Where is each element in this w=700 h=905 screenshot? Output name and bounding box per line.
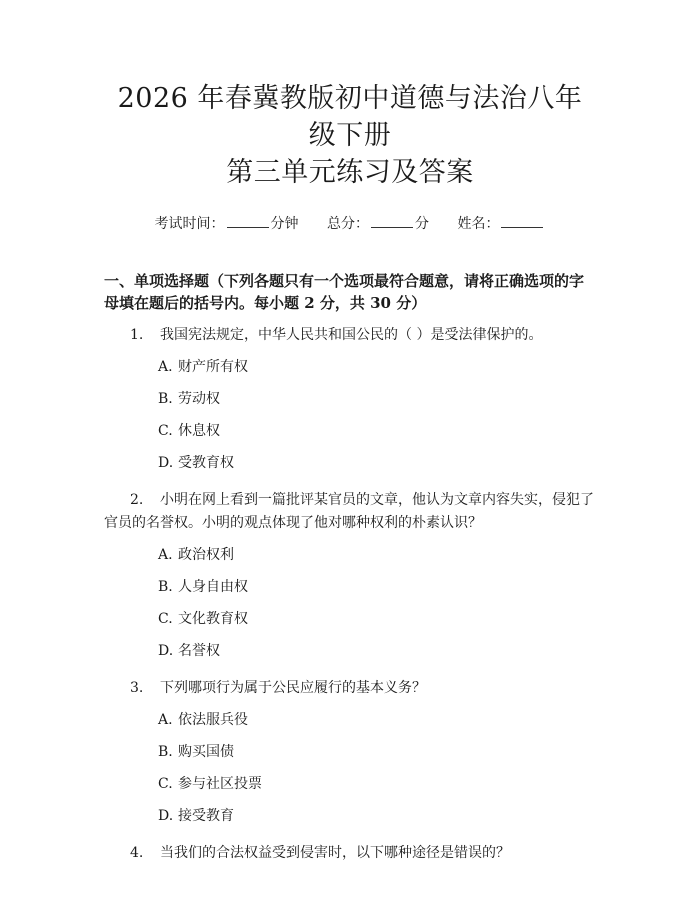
option-letter: D.	[158, 643, 174, 659]
question-2-option-b	[158, 576, 596, 599]
question-3	[104, 677, 596, 700]
option-text: 财产所有权	[178, 359, 248, 375]
option-text: 名誉权	[178, 643, 220, 659]
question-1-option-b	[158, 388, 596, 411]
exam-time-blank	[227, 213, 269, 228]
title-line-2: 第三单元练习及答案	[226, 157, 474, 188]
option-text: 劳动权	[178, 391, 220, 407]
question-number: 4.	[130, 845, 144, 861]
total-score-blank	[371, 213, 413, 228]
question-number: 3.	[130, 680, 144, 696]
question-1-option-d	[158, 452, 596, 475]
option-letter: C.	[158, 611, 173, 627]
option-letter: A.	[158, 712, 173, 728]
option-text: 文化教育权	[178, 611, 248, 627]
exam-info-line	[104, 213, 596, 234]
question-2-option-c	[158, 608, 596, 631]
question-4	[104, 842, 596, 865]
option-text: 参与社区投票	[178, 776, 262, 792]
question-text: 下列哪项行为属于公民应履行的基本义务？	[160, 680, 426, 696]
exam-time-field	[155, 213, 299, 234]
question-3-option-d	[158, 805, 596, 828]
question-text: 小明在网上看到一篇批评某官员的文章，他认为文章内容失实，侵犯了官员的名誉权。小明的观点体现了他对哪种权利的朴素认识？	[104, 492, 594, 531]
option-letter: C.	[158, 776, 173, 792]
question-text: 我国宪法规定，中华人民共和国公民的（ ）是受法律保护的。	[160, 327, 543, 343]
question-1-option-a	[158, 356, 596, 379]
option-letter: A.	[158, 547, 173, 563]
option-text: 政治权利	[178, 547, 234, 563]
option-letter: C.	[158, 423, 173, 439]
question-text: 当我们的合法权益受到侵害时，以下哪种途径是错误的？	[160, 845, 510, 861]
exam-time-unit: 分钟	[270, 216, 299, 232]
question-2	[104, 489, 596, 535]
option-text: 人身自由权	[178, 579, 248, 595]
total-score-label: 总分：	[327, 216, 369, 232]
question-1-option-c	[158, 420, 596, 443]
question-2-option-d	[158, 640, 596, 663]
student-name-label: 姓名：	[457, 216, 500, 232]
option-text: 购买国债	[178, 744, 234, 760]
option-text: 接受教育	[178, 808, 234, 824]
question-3-option-a	[158, 709, 596, 732]
option-letter: B.	[158, 391, 173, 407]
exam-time-label: 考试时间：	[154, 216, 225, 232]
section-1-heading: 一、单项选择题（下列各题只有一个选项最符合题意，请将正确选项的字母填在题后的括号内。每小题 2 分，共 30 分）	[104, 272, 585, 312]
total-score-unit: 分	[415, 216, 429, 232]
document-title	[104, 0, 596, 191]
question-1	[104, 324, 596, 347]
option-letter: D.	[158, 808, 174, 824]
question-number: 1.	[130, 327, 144, 343]
student-name-field	[457, 213, 545, 234]
option-letter: D.	[158, 455, 174, 471]
option-letter: B.	[158, 579, 173, 595]
option-letter: A.	[158, 359, 173, 375]
option-text: 受教育权	[178, 455, 234, 471]
total-score-field	[327, 213, 429, 234]
option-text: 休息权	[178, 423, 220, 439]
option-letter: B.	[158, 744, 173, 760]
question-3-option-c	[158, 773, 596, 796]
option-text: 依法服兵役	[178, 712, 248, 728]
question-2-option-a	[158, 544, 596, 567]
student-name-blank	[501, 213, 543, 228]
question-number: 2.	[130, 492, 144, 508]
question-3-option-b	[158, 741, 596, 764]
title-line-1: 2026 年春冀教版初中道德与法治八年级下册	[117, 83, 583, 151]
